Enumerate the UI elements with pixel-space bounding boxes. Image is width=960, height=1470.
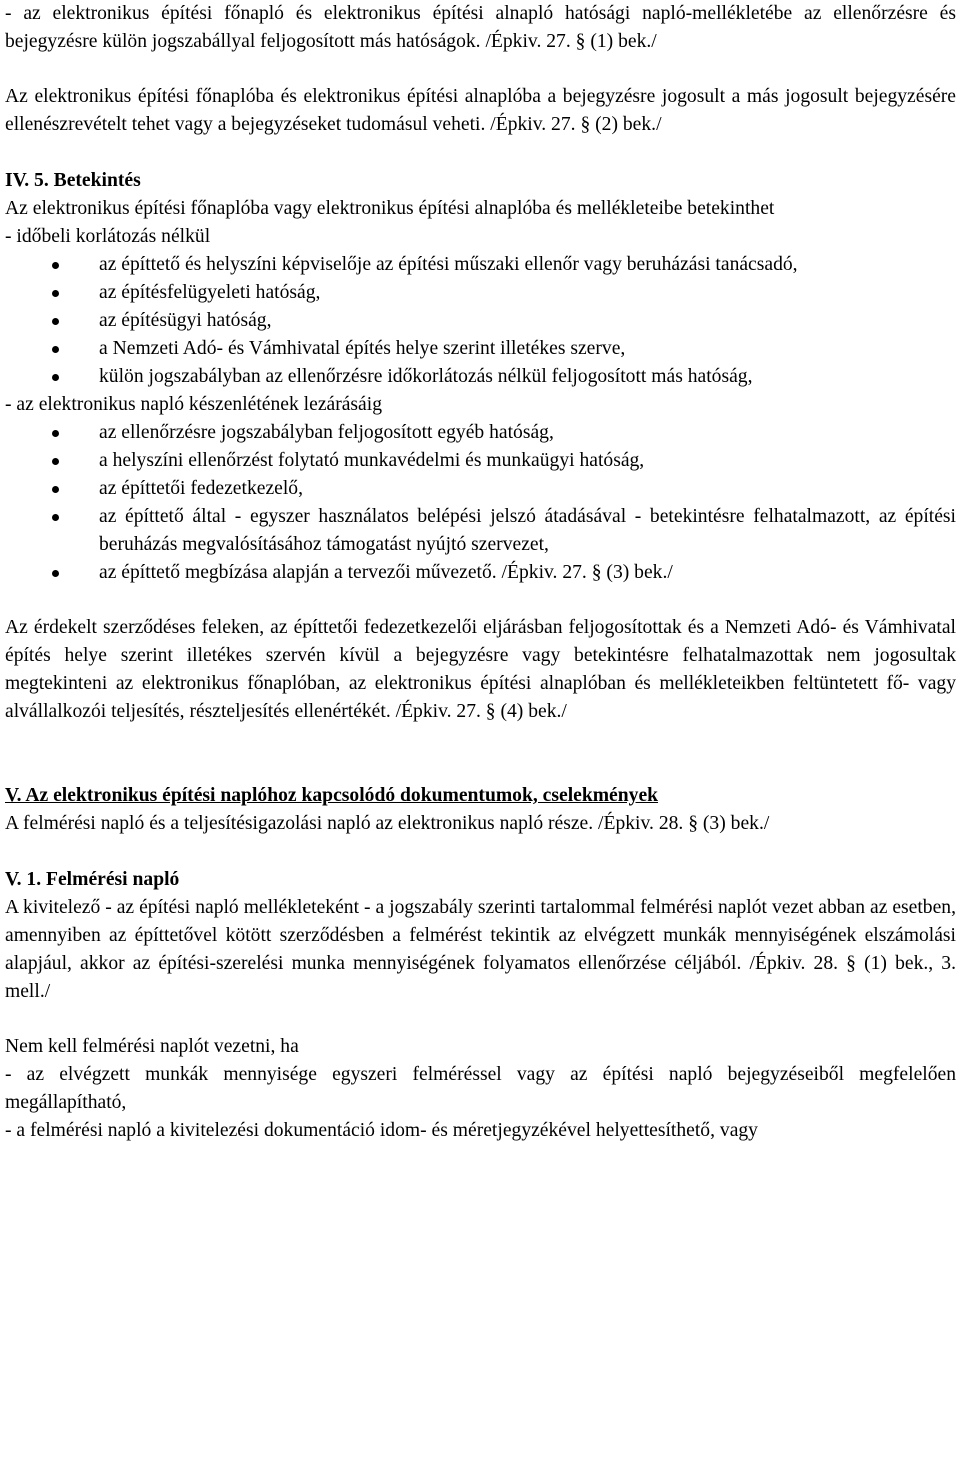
list-item: az építésügyi hatóság, bbox=[5, 307, 956, 335]
group-label-lezarasaig: - az elektronikus napló készenlétének lezárásáig bbox=[5, 394, 382, 415]
list-item: külön jogszabályban az ellenőrzésre időkorlátozás nélkül feljogosított más hatóság, bbox=[5, 363, 956, 391]
list-item: a helyszíni ellenőrzést folytató munkavédelmi és munkaügyi hatóság, bbox=[5, 447, 956, 475]
paragraph-erdekelt-felek: Az érdekelt szerződéses feleken, az építtetői fedezetkezelői eljárásban feljogosítottak és a Nemzeti Adó- és Vámhivatal építés helye szerint illetékes szervén kívül a bejegyzésre vagy betekintésre felhatalmazottak nem jogosultak megtekinteni az elektronikus főnaplóban, az elektronikus építési alnaplóban és mellékleteikben feltüntetett fő- vagy alvállalkozói teljesítés, részteljesítés ellenértékét. /Épkiv. 27. § (4) bek./ bbox=[5, 617, 956, 722]
bullet-icon bbox=[52, 290, 59, 297]
paragraph-feltetel-1: - az elvégzett munkák mennyisége egyszeri felméréssel vagy az építési napló bejegyzéseiből megfelelően megállapítható, bbox=[5, 1064, 956, 1113]
list-item: az építtető és helyszíni képviselője az építési műszaki ellenőr vagy beruházási tanácsadó, bbox=[5, 251, 956, 279]
bullet-list-lezarasaig bbox=[5, 419, 956, 587]
paragraph-feltetel-2: - a felmérési napló a kivitelezési dokumentáció idom- és méretjegyzékével helyettesíthető, vagy bbox=[5, 1120, 758, 1141]
bullet-icon bbox=[52, 514, 59, 521]
paragraph-nem-kell: Nem kell felmérési naplót vezetni, ha bbox=[5, 1036, 299, 1057]
paragraph-hatosagi-naplo: - az elektronikus építési főnapló és elektronikus építési alnapló hatósági napló-mellékletébe az ellenőrzésre és bejegyzésre külön jogszabállyal feljogosított más hatóságok. /Épkiv. 27. § (1) bek./ bbox=[5, 3, 956, 52]
paragraph-felmeresi-teljesitesigazolasi: A felmérési napló és a teljesítésigazolási napló az elektronikus napló része. /Épkiv. 28. § (3) bek./ bbox=[5, 813, 770, 834]
bullet-icon bbox=[52, 458, 59, 465]
list-item: az építtető által - egyszer használatos belépési jelszó átadásával - betekintésre felhatalmazott, az építési beruházás megvalósításához támogatást nyújtó szervezet, bbox=[5, 503, 956, 559]
section-heading-betekintes: IV. 5. Betekintés bbox=[5, 170, 141, 191]
list-item: a Nemzeti Adó- és Vámhivatal építés helye szerint illetékes szerve, bbox=[5, 335, 956, 363]
list-item: az építtető megbízása alapján a tervezői művezető. /Épkiv. 27. § (3) bek./ bbox=[5, 559, 956, 587]
list-item: az ellenőrzésre jogszabályban feljogosított egyéb hatóság, bbox=[5, 419, 956, 447]
paragraph-betekintes-intro: Az elektronikus építési főnaplóba vagy elektronikus építési alnaplóba és mellékleteibe betekinthet bbox=[5, 198, 775, 219]
bullet-icon bbox=[52, 374, 59, 381]
document-page bbox=[5, 0, 956, 1145]
bullet-list-idobeli bbox=[5, 251, 956, 391]
bullet-icon bbox=[52, 346, 59, 353]
list-item: az építésfelügyeleti hatóság, bbox=[5, 279, 956, 307]
bullet-icon bbox=[52, 486, 59, 493]
paragraph-elleneszrevetel: Az elektronikus építési főnaplóba és elektronikus építési alnaplóba a bejegyzésre jogosult a más jogosult bejegyzésére ellenészrevételt tehet vagy a bejegyzéseket tudomásul veheti. /Épkiv. 27. § (2) bek./ bbox=[5, 86, 956, 135]
bullet-icon bbox=[52, 318, 59, 325]
section-heading-felmeresi-naplo: V. 1. Felmérési napló bbox=[5, 869, 180, 890]
bullet-icon bbox=[52, 430, 59, 437]
list-item: az építtetői fedezetkezelő, bbox=[5, 475, 956, 503]
paragraph-felmeresi-naplo: A kivitelező - az építési napló mellékleteként - a jogszabály szerinti tartalommal felmérési naplót vezet abban az esetben, amennyiben az építtetővel kötött szerződésben a felmérést tekintik az elvégzett munkák mennyiségének elszámolási alapjául, akkor az építési-szerelési munka mennyiségének folyamatos ellenőrzése céljából. /Épkiv. 28. § (1) bek., 3. mell./ bbox=[5, 897, 956, 1002]
bullet-icon bbox=[52, 262, 59, 269]
bullet-icon bbox=[52, 570, 59, 577]
group-label-idobeli: - időbeli korlátozás nélkül bbox=[5, 226, 211, 247]
section-heading-dokumentumok: V. Az elektronikus építési naplóhoz kapcsolódó dokumentumok, cselekmények bbox=[5, 785, 659, 806]
